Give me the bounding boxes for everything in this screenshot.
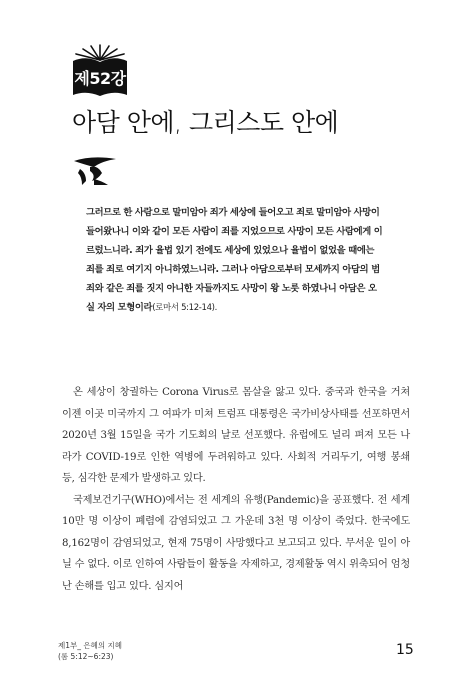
quote-last-line: 실 자의 모형이라 [86, 302, 153, 313]
quote-line: 그러므로 한 사람으로 말미암아 죄가 세상에 들어오고 죄로 말미암아 사망이 [86, 207, 380, 218]
quote-line [86, 298, 398, 318]
running-footer [58, 640, 122, 662]
footer-section: 제1부_ 은혜의 지혜 [58, 641, 123, 650]
lecture-badge [72, 44, 128, 98]
lecture-number: 제52강 [74, 69, 126, 88]
quote-line: 죄와 같은 죄를 짓지 아니한 자들까지도 사망이 왕 노릇 하였나니 아담은 오 [86, 283, 377, 294]
body-paragraph: 온 세상이 창궐하는 Corona Virus로 몸살을 앓고 있다. 중국과 한국을 거쳐 이젠 이곳 미국까지 그 여파가 미쳐 트럼프 대통령은 국가비상사태를 선포하면서 2020년 3월 15일을 국가 기도회의 날로 선포했다. 유럽에도 널리 펴져 모든 나라가 COVID-19로 인한 역병에 두려워하고 있다. 사회적 거리두기, 여행 봉쇄 등, 심각한 문제가 발생하고 있다. [62, 387, 410, 484]
page-number: 15 [396, 642, 414, 658]
scripture-quote [86, 203, 398, 318]
body-text [62, 382, 410, 597]
quote-line: 죄를 죄로 여기지 아니하였느니라. 그러나 아담으로부터 모세까지 아담의 범 [86, 264, 380, 275]
body-paragraph: 국제보건기구(WHO)에서는 전 세계의 유행(Pandemic)을 공표했다. 전 세계 10만 명 이상이 폐렴에 감염되었고 그 가운데 3천 명 이상이 죽었다. 한국에도 8,162명이 감염되었고, 현재 75명이 사망했다고 보고되고 있다. 무서운 일이 아닐 수 없다. 이로 인하여 사람들이 활동을 자제하고, 경제활동 역시 위축되어 엄청난 손해를 입고 있다. 심지어 [62, 494, 411, 592]
bird-emblem-icon [72, 155, 118, 191]
quote-line: 들어왔나니 이와 같이 모든 사람이 죄를 지었으므로 사망이 모든 사람에게 이 [86, 226, 383, 237]
footer-range: (롬 5:12~6:23) [58, 652, 114, 661]
page-title: 아담 안에, 그리스도 안에 [72, 108, 339, 137]
quote-line: 르렀느니라. 죄가 율법 있기 전에도 세상에 있었으나 율법이 없었을 때에는 [86, 245, 375, 256]
quote-reference: (로마서 5:12-14). [152, 303, 217, 313]
